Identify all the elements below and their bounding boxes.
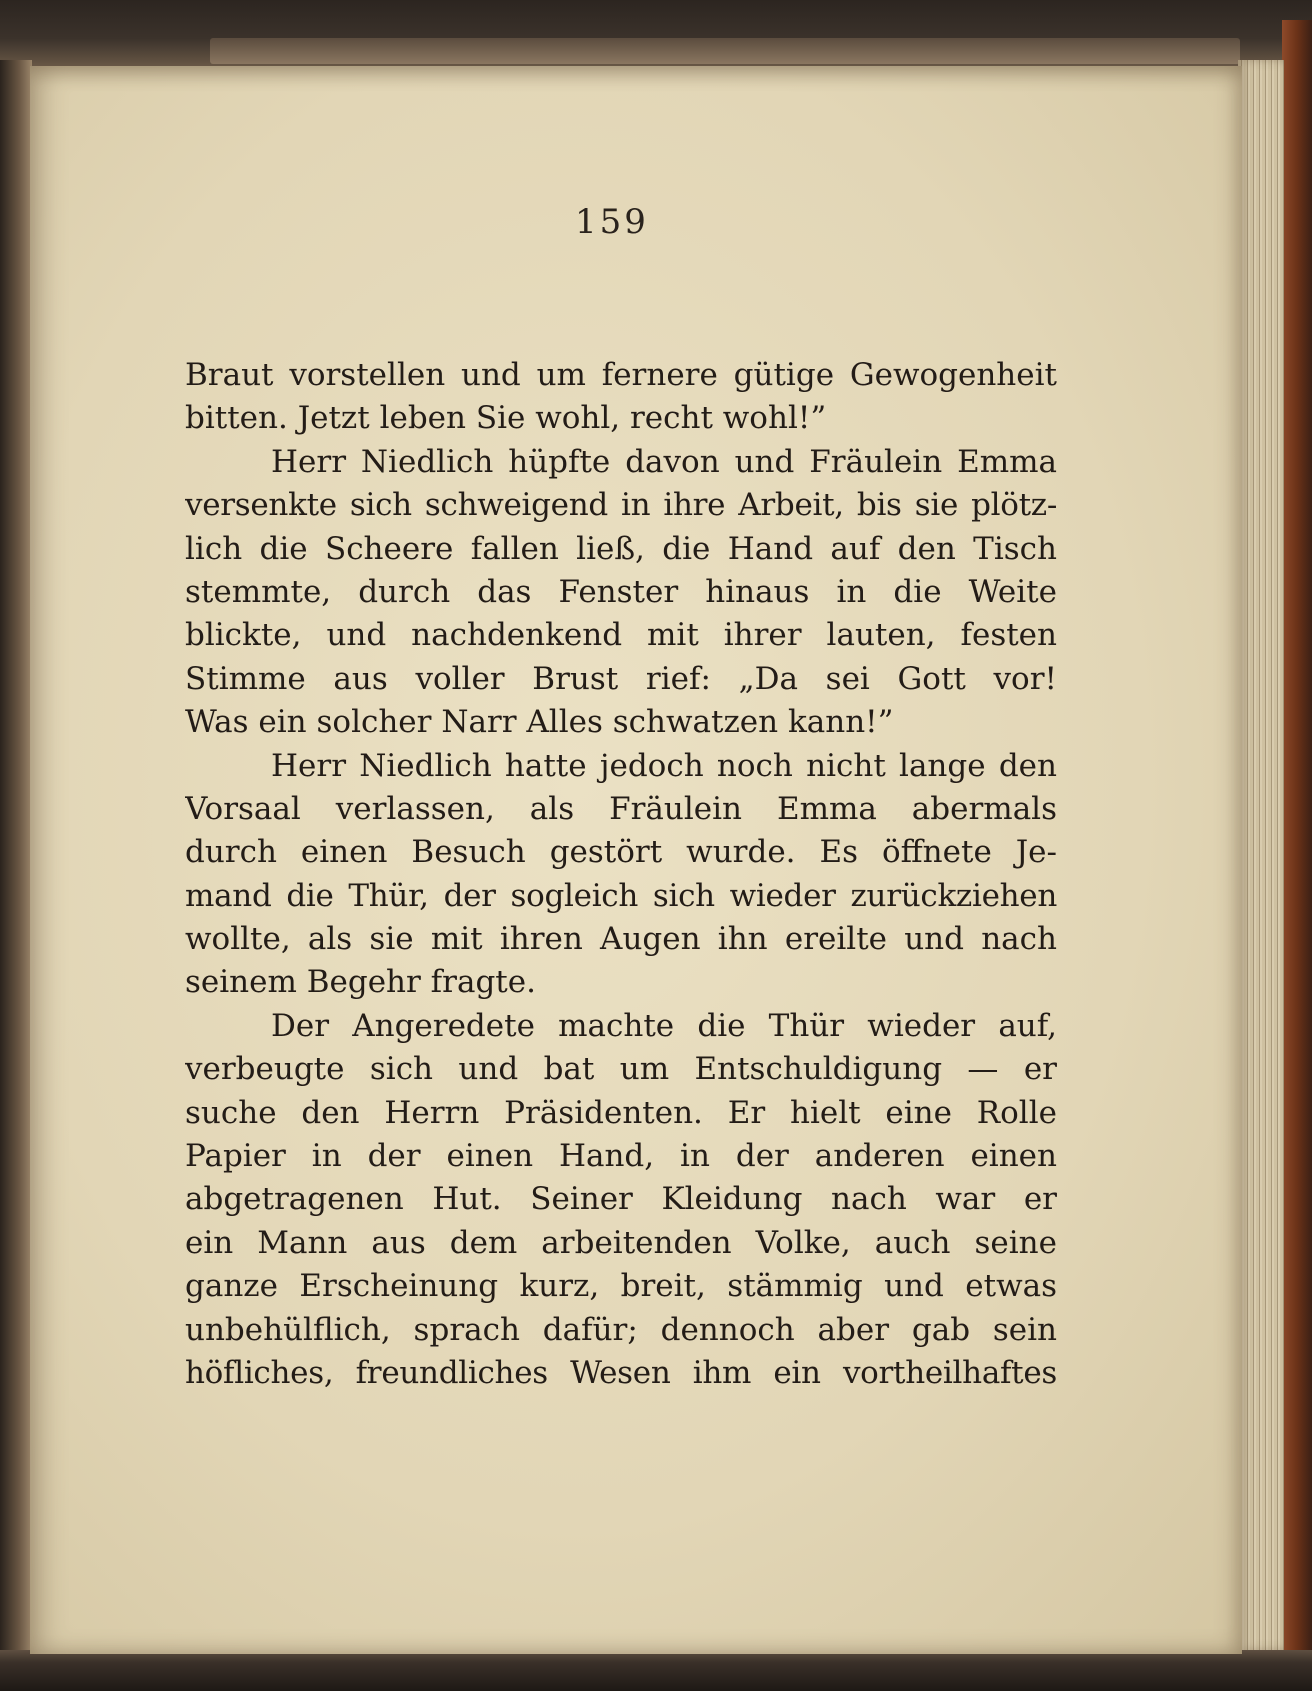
page-edges-stack (1238, 60, 1284, 1650)
text-line: Papier in der einen Hand, in der anderen einen (185, 1138, 1057, 1175)
book-cover-bottom-edge (0, 1650, 1312, 1691)
text-line: Der Angeredete machte die Thür wieder auf, (271, 1007, 1057, 1044)
text-line: ein Mann aus dem arbeitenden Volke, auch seine (185, 1224, 1057, 1261)
text-line: Herr Niedlich hüpfte davon und Fräulein Emma (271, 443, 1057, 480)
text-line: höfliches, freundliches Wesen ihm ein vortheilhaftes (185, 1354, 1057, 1391)
text-line: durch einen Besuch gestört wurde. Es öffnete Je- (185, 834, 1057, 871)
text-line: Was ein solcher Narr Alles schwatzen kann!” (185, 704, 894, 741)
text-line: stemmte, durch das Fenster hinaus in die Weite (185, 573, 1057, 610)
text-line: blickte, und nachdenkend mit ihrer lauten, festen (185, 617, 1057, 654)
text-line: mand die Thür, der sogleich sich wieder zurückziehen (185, 877, 1057, 914)
text-line: suche den Herrn Präsidenten. Er hielt eine Rolle (185, 1094, 1057, 1131)
text-line: versenkte sich schweigend in ihre Arbeit, bis sie plötz- (185, 487, 1057, 524)
book-cover-right-edge (1282, 20, 1312, 1660)
text-line: lich die Scheere fallen ließ, die Hand auf den Tisch (185, 530, 1057, 567)
text-line: verbeugte sich und bat um Entschuldigung — er (185, 1051, 1057, 1088)
text-line: Braut vorstellen und um fernere gütige Gewogenheit (185, 357, 1057, 393)
text-line: Vorsaal verlassen, als Fräulein Emma abermals (185, 790, 1057, 827)
text-line: bitten. Jetzt leben Sie wohl, recht wohl!” (185, 400, 827, 437)
text-line: Herr Niedlich hatte jedoch noch nicht lange den (271, 747, 1057, 784)
book-page (30, 66, 1242, 1654)
text-line: ganze Erscheinung kurz, breit, stämmig und etwas (185, 1268, 1057, 1305)
text-line: seinem Begehr fragte. (185, 964, 536, 1001)
page-text (185, 354, 1057, 1395)
page-number: 159 (575, 202, 649, 242)
text-line: Stimme aus voller Brust rief: „Da sei Gott vor! (185, 660, 1057, 697)
text-line: unbehülflich, sprach dafür; dennoch aber gab sein (185, 1311, 1057, 1348)
book-headband (210, 38, 1240, 64)
text-line: wollte, als sie mit ihren Augen ihn ereilte und nach (185, 921, 1057, 958)
book-cover-left-edge (0, 60, 32, 1660)
text-line: abgetragenen Hut. Seiner Kleidung nach war er (185, 1181, 1057, 1218)
